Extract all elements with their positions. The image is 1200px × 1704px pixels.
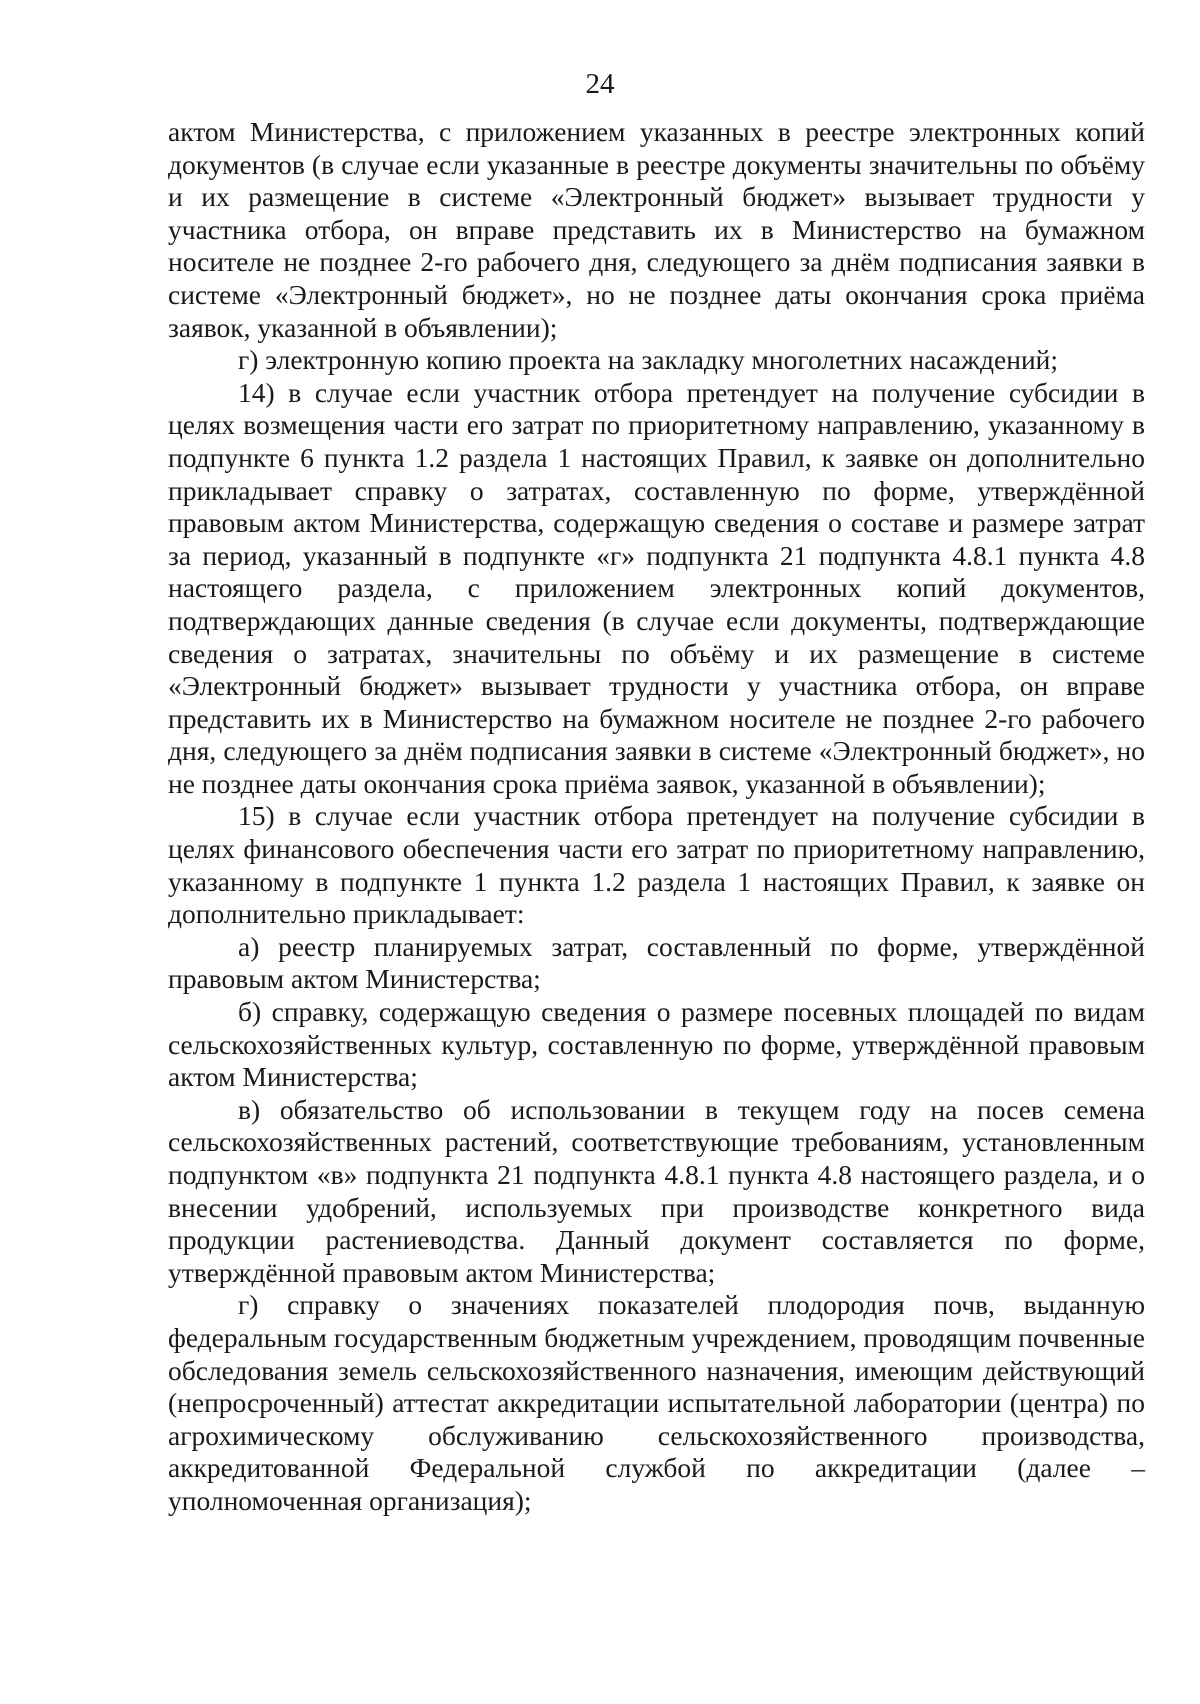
paragraph: г) электронную копию проекта на закладку многолетних насаждений; [238, 344, 1059, 376]
paragraph: в) обязательство об использовании в текущем году на посев семена сельскохозяйственных растений, соответствующие требованиям, установленным подпунктом «в» подпункта 21 подпункта 4.8.1 пункта 4.8 настоящего раздела, и о внесении удобрений, используемых при производстве конкретного вида продукции растениеводства. Данный документ составляется по форме, утверждённой правовым актом Министерства; [168, 1093, 1145, 1288]
paragraph: 14) в случае если участник отбора претендует на получение субсидии в целях возмещения части его затрат по приоритетному направлению, указанному в подпункте 6 пункта 1.2 раздела 1 настоящих Правил, к заявке он дополнительно прикладывает справку о затратах, составленную по форме, утверждённой правовым актом Министерства, содержащую сведения о составе и размере затрат за период, указанный в подпункте «г» подпункта 21 подпункта 4.8.1 пункта 4.8 настоящего раздела, с приложением электронных копий документов, подтверждающих данные сведения (в случае если документы, подтверждающие сведения о затратах, значительны по объёму и их размещение в системе «Электронный бюджет» вызывает трудности у участника отбора, он вправе представить их в Министерство на бумажном носителе не позднее 2-го рабочего дня, следующего за днём подписания заявки в системе «Электронный бюджет», но не позднее даты окончания срока приёма заявок, указанной в объявлении); [168, 376, 1145, 799]
paragraph: 15) в случае если участник отбора претендует на получение субсидии в целях финансового обеспечения части его затрат по приоритетному направлению, указанному в подпункте 1 пункта 1.2 раздела 1 настоящих Правил, к заявке он дополнительно прикладывает: [168, 800, 1145, 930]
paragraph: б) справку, содержащую сведения о размере посевных площадей по видам сельскохозяйственных культур, составленную по форме, утверждённой правовым актом Министерства; [168, 996, 1145, 1093]
paragraph: г) справку о значениях показателей плодородия почв, выданную федеральным государственным бюджетным учреждением, проводящим почвенные обследования земель сельскохозяйственного назначения, имеющим действующий (непросроченный) аттестат аккредитации испытательной лаборатории (центра) по агрохимическому обслуживанию сельскохозяйственного производства, аккредитованной Федеральной службой по аккредитации (далее – уполномоченная организация); [168, 1289, 1145, 1516]
paragraph: а) реестр планируемых затрат, составленный по форме, утверждённой правовым актом Министерства; [168, 930, 1145, 995]
body-text [168, 116, 1145, 1518]
paragraph: актом Министерства, с приложением указанных в реестре электронных копий документов (в случае если указанные в реестре документы значительны по объёму и их размещение в системе «Электронный бюджет» вызывает трудности у участника отбора, он вправе представить их в Министерство на бумажном носителе не позднее 2-го рабочего дня, следующего за днём подписания заявки в системе «Электронный бюджет», но не позднее даты окончания срока приёма заявок, указанной в объявлении); [168, 116, 1145, 343]
page-number: 24 [585, 68, 615, 100]
